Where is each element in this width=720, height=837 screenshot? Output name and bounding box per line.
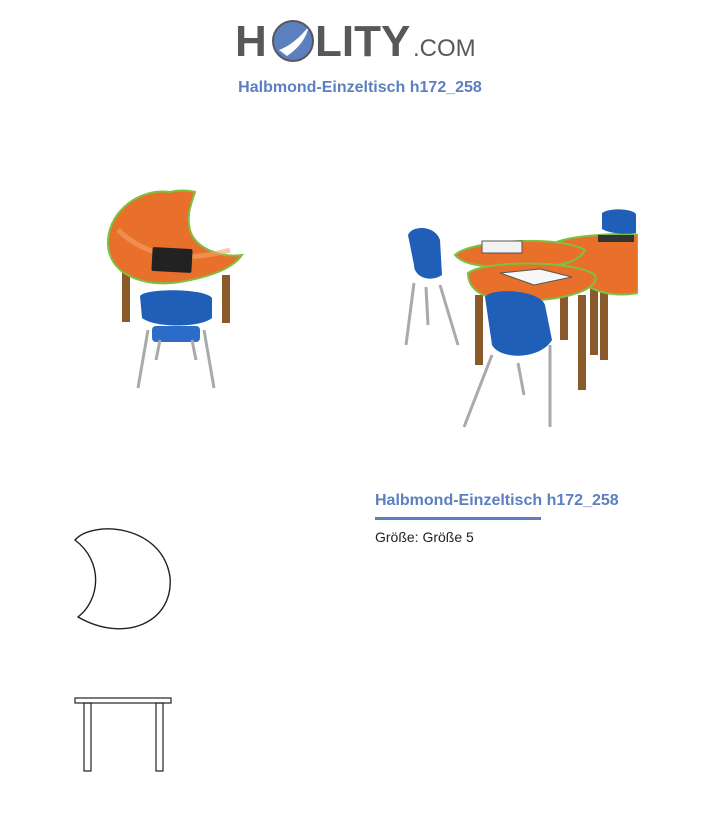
side-view-drawing <box>70 693 176 775</box>
table-group-image <box>400 205 638 435</box>
chair-seat <box>485 291 552 356</box>
logo-o-icon <box>273 21 313 61</box>
chair-seat <box>140 290 212 325</box>
logo-letter-h: H <box>235 17 267 66</box>
size-label: Größe: <box>375 529 419 545</box>
tablet-device <box>598 235 634 242</box>
logo-suffix: .COM <box>413 35 476 62</box>
book <box>482 241 522 253</box>
size-value: Größe 5 <box>422 529 474 545</box>
logo-letters: LITY <box>315 17 411 66</box>
page-title: Halbmond-Einzeltisch h172_258 <box>238 79 482 96</box>
chair-seat <box>602 209 636 233</box>
title-underline <box>375 517 541 520</box>
product-title: Halbmond-Einzeltisch h172_258 <box>375 492 619 509</box>
size-spec <box>375 529 474 545</box>
logo-mark <box>235 10 485 70</box>
brand-logo[interactable] <box>0 10 720 70</box>
top-view-drawing <box>70 522 180 640</box>
table-leg <box>222 275 230 323</box>
chair-legs <box>406 283 458 345</box>
tablet-device <box>151 247 192 273</box>
chair-seat <box>408 228 442 279</box>
table-leg <box>122 270 130 322</box>
single-table-image <box>100 180 250 395</box>
